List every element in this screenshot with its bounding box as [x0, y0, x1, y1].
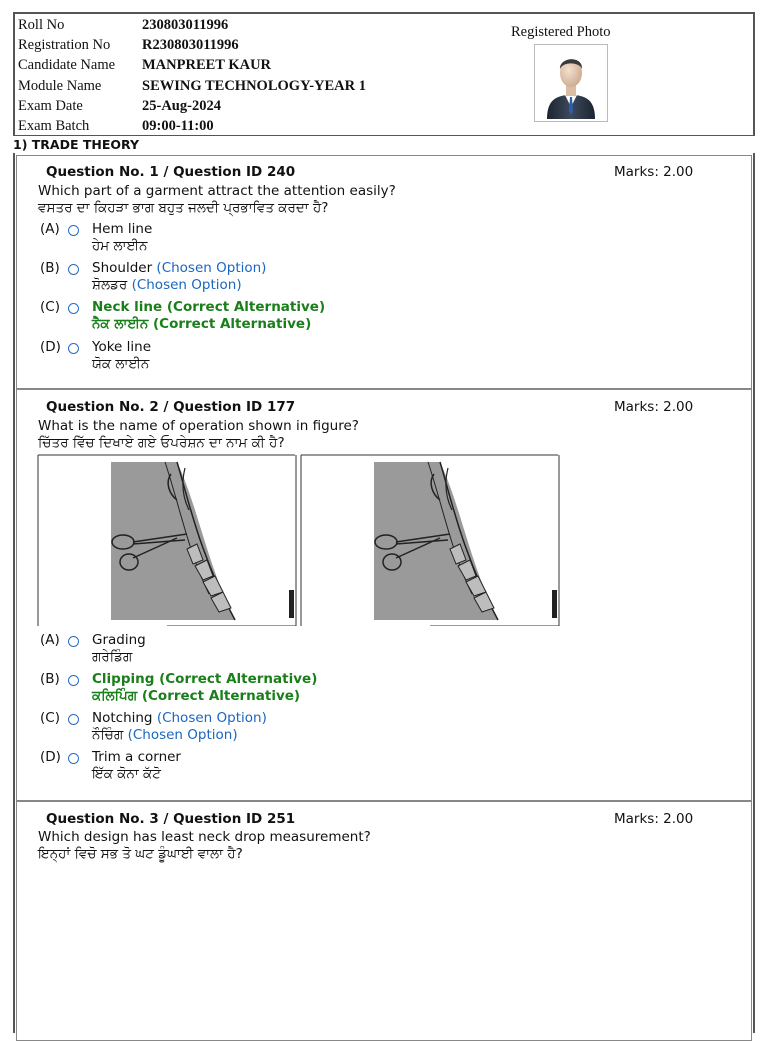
section-title: 1) TRADE THEORY [13, 137, 140, 152]
correct-alternative-tag: (Correct Alternative) [153, 316, 312, 332]
option-letter: (C) [40, 299, 60, 315]
option-text-pa: ਨੌਚਿੰਗ (Chosen Option) [92, 727, 238, 743]
clipping-figure [37, 454, 297, 626]
chosen-option-tag: (Chosen Option) [131, 277, 242, 293]
question-heading: Question No. 2 / Question ID 177 [46, 399, 296, 415]
radio-button[interactable] [68, 675, 79, 686]
radio-button[interactable] [68, 303, 79, 314]
question-text-pa: ਚਿੱਤਰ ਵਿੱਚ ਦਿਖਾਏ ਗਏ ਓਪਰੇਸ਼ਨ ਦਾ ਨਾਮ ਕੀ ਹੈ? [38, 435, 285, 451]
question-heading: Question No. 1 / Question ID 240 [46, 164, 296, 180]
question-text-en: Which part of a garment attract the attention easily? [38, 183, 396, 199]
exam-batch-value: 09:00-11:00 [142, 118, 214, 134]
option-letter: (C) [40, 710, 60, 726]
roll-no-value: 230803011996 [142, 17, 229, 33]
option-text-en: Clipping (Correct Alternative) [92, 671, 318, 687]
question-text-pa: ਇਨ੍ਹਾਂ ਵਿਚੋ ਸਭ ਤੋ ਘਟ ਡੂੰਘਾਈ ਵਾਲਾ ਹੈ? [38, 846, 243, 862]
radio-button[interactable] [68, 343, 79, 354]
radio-button[interactable] [68, 636, 79, 647]
option-letter: (B) [40, 671, 60, 687]
roll-no-label: Roll No [18, 17, 65, 33]
option-text-en: Trim a corner [92, 749, 181, 765]
registration-value: R230803011996 [142, 37, 239, 53]
option-text-en: Yoke line [92, 339, 152, 355]
exam-date-value: 25-Aug-2024 [142, 98, 221, 114]
option-letter: (A) [40, 632, 60, 648]
radio-button[interactable] [68, 753, 79, 764]
candidate-header [13, 12, 755, 136]
option-text-pa: ਹੇਮ ਲਾਈਨ [92, 238, 148, 254]
correct-alternative-tag: (Correct Alternative) [141, 688, 301, 704]
radio-button[interactable] [68, 714, 79, 725]
option-text-en: Hem line [92, 221, 153, 237]
marks-label: Marks: 2.00 [614, 164, 694, 180]
registered-photo [534, 44, 608, 122]
registration-label: Registration No [18, 37, 111, 53]
option-text-en: Notching (Chosen Option) [92, 710, 267, 726]
option-text-en: Neck line (Correct Alternative) [92, 299, 326, 315]
marks-label: Marks: 2.00 [614, 811, 694, 827]
radio-button[interactable] [68, 225, 79, 236]
option-text-pa: ਸ਼ੋਲਡਰ (Chosen Option) [92, 277, 242, 293]
option-text-pa: ਯੋਕ ਲਾਈਨ [92, 356, 150, 372]
option-text-pa: ਕਲਿਪਿੰਗ (Correct Alternative) [92, 688, 301, 704]
question-heading: Question No. 3 / Question ID 251 [46, 811, 296, 827]
chosen-option-tag: (Chosen Option) [127, 727, 238, 743]
question-text-pa: ਵਸਤਰ ਦਾ ਕਿਹੜਾ ਭਾਗ ਬਹੁਤ ਜਲਦੀ ਪ੍ਰਭਾਵਿਤ ਕਰਦਾ ਹੈ? [38, 200, 329, 216]
option-letter: (A) [40, 221, 60, 237]
correct-alternative-tag: (Correct Alternative) [166, 299, 326, 315]
option-text-pa: ਇੱਕ ਕੋਨਾ ਕੱਟੋ [92, 766, 161, 782]
chosen-option-tag: (Chosen Option) [156, 260, 267, 276]
option-text-en: Grading [92, 632, 146, 648]
candidate-name-value: MANPREET KAUR [142, 57, 272, 73]
exam-batch-label: Exam Batch [18, 118, 90, 134]
candidate-name-label: Candidate Name [18, 57, 116, 73]
option-letter: (B) [40, 260, 60, 276]
option-letter: (D) [40, 339, 61, 355]
question-text-en: Which design has least neck drop measurement? [38, 829, 371, 845]
module-name-label: Module Name [18, 78, 102, 94]
marks-label: Marks: 2.00 [614, 399, 694, 415]
registered-photo-label: Registered Photo [511, 24, 611, 40]
module-name-value: SEWING TECHNOLOGY-YEAR 1 [142, 78, 366, 94]
exam-date-label: Exam Date [18, 98, 83, 114]
clipping-figure [300, 454, 560, 626]
person-avatar-icon [535, 45, 607, 121]
option-text-pa: ਨੈਕ ਲਾਈਨ (Correct Alternative) [92, 316, 312, 332]
chosen-option-tag: (Chosen Option) [156, 710, 267, 726]
correct-alternative-tag: (Correct Alternative) [159, 671, 318, 687]
radio-button[interactable] [68, 264, 79, 275]
option-text-en: Shoulder (Chosen Option) [92, 260, 267, 276]
option-letter: (D) [40, 749, 61, 765]
option-text-pa: ਗਰੇਡਿੰਗ [92, 649, 133, 665]
question-text-en: What is the name of operation shown in figure? [38, 418, 359, 434]
